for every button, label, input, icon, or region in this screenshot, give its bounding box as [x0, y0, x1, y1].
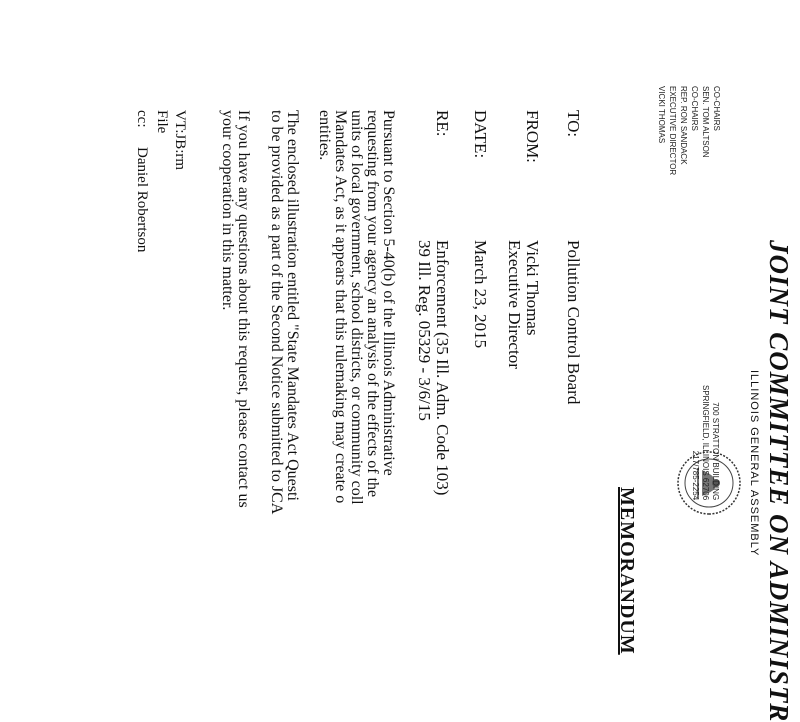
leadership-line: REP. RON SANDACK — [679, 86, 688, 165]
body-line: If you have any questions about this request, please contact us — [235, 110, 252, 508]
cc-label: cc: — [134, 110, 150, 128]
body-line: entities. — [316, 110, 333, 161]
to-value: Pollution Control Board — [564, 240, 583, 405]
from-label: FROM: — [523, 110, 542, 163]
committee-title: JOINT COMMITTEE ON ADMINISTR — [764, 240, 794, 722]
memorandum-heading: MEMORANDUM — [616, 487, 638, 655]
to-label: TO: — [564, 110, 583, 138]
leadership-line: EXECUTIVE DIRECTOR — [668, 86, 677, 176]
committee-subtitle: ILLINOIS GENERAL ASSEMBLY — [748, 370, 760, 557]
from-name: Vicki Thomas — [523, 240, 542, 336]
body-line: requesting from your agency an analysis of the effects of the — [364, 110, 381, 498]
re-label: RE: — [433, 110, 452, 137]
leadership-line: CO-CHAIRS — [712, 86, 721, 131]
from-title: Executive Director — [505, 240, 524, 369]
date-value: March 23, 2015 — [471, 240, 490, 349]
body-line: The enclosed illustration entitled "State Mandates Act Questi — [284, 110, 301, 501]
cc-value: Daniel Robertson — [134, 147, 150, 253]
leadership-line: VICKI THOMAS — [657, 86, 666, 144]
body-line: your cooperation in this matter. — [219, 110, 236, 311]
initials: VT:JB:rm — [172, 110, 188, 171]
re-value-line-2: 39 Ill. Reg. 05329 - 3/6/15 — [415, 240, 434, 421]
body-line: Pursuant to Section 5-40(b) of the Illinois Administrative — [380, 110, 397, 476]
address-line: 217/785-2254 — [691, 450, 700, 501]
body-line: to be provided as a part of the Second Notice submitted to JCA — [268, 110, 285, 515]
leadership-line: CO-CHAIRS — [690, 86, 699, 131]
body-line: Mandates Act, as it appears that this rulemaking may create o — [332, 110, 349, 504]
date-label: DATE: — [471, 110, 490, 159]
body-line: units of local government, school districts, or community coll — [348, 110, 365, 505]
re-value-line-1: Enforcement (35 Ill. Adm. Code 103) — [433, 240, 452, 496]
address-line: 700 STRATTON BUILDING — [711, 402, 720, 501]
file-line: File — [154, 110, 170, 134]
leadership-list — [656, 86, 722, 175]
office-address — [690, 385, 720, 500]
leadership-line: SEN. TOM ALTSON — [701, 86, 710, 158]
address-line: SPRINGFIELD, ILLINOIS 62706 — [701, 385, 710, 501]
